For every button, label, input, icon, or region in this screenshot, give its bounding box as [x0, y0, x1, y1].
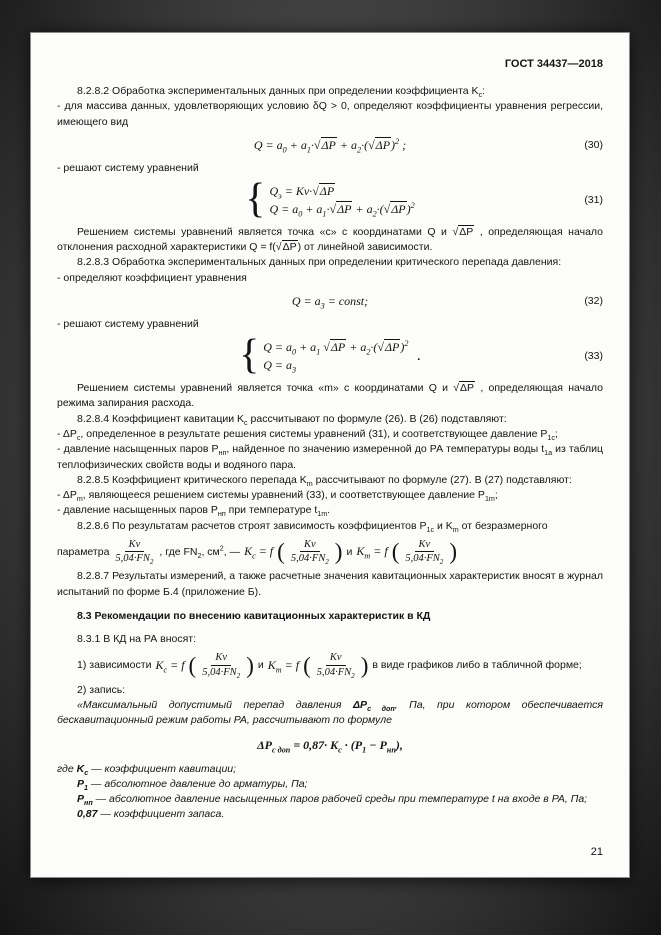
formula-kc: $K_с = f$ [244, 544, 274, 561]
text-graph-or-table: в виде графиков либо в табличной форме; [372, 659, 582, 672]
para-8285-dash2: - давление насыщенных паров $P_{нп}$ при температуре $t_{1m}$. [57, 504, 331, 519]
formula-dp-dop: $\Delta P_{с доп} = 0,87\cdot K_с \cdot (P_1 - P_{нп})$, [257, 737, 403, 754]
definition-pnp: $P_{нп}$ — абсолютное давление насыщенных паров рабочей среды при температуре t на входе в РА, Па; [77, 793, 588, 808]
text-and: и [257, 659, 264, 672]
para-solve-system-2: - решают систему уравнений [57, 318, 199, 331]
fraction-denominator: $5,04\cdot FN_2$ [316, 666, 355, 680]
definition-p1: $P_1$ — абсолютное давление до арматуры, Па; [77, 777, 308, 792]
definition-087: 0,87 — коэффициент запаса. [77, 808, 225, 821]
fraction-kv-fn2 [403, 538, 445, 565]
fraction-denominator: $5,04\cdot FN_2$ [202, 666, 241, 680]
para-831: 8.3.1 В КД на РА вносят: [77, 633, 196, 646]
section-heading-83: 8.3 Рекомендации по внесению кавитационных характеристик в КД [77, 609, 431, 622]
system-lines [263, 340, 408, 373]
para-8283: 8.2.8.3 Обработка экспериментальных данных при определении критического перепада давления: [77, 256, 562, 269]
system-period: . [416, 347, 421, 365]
fraction-kv-fn2 [113, 538, 155, 565]
para-8282: 8.2.8.2 Обработка экспериментальных данных при определении коэффициента $K_с$: [77, 85, 486, 100]
fraction-kv-fn2 [289, 538, 331, 565]
equation-number-33: (33) [584, 350, 603, 363]
equation-30 [57, 136, 603, 154]
fraction-denominator: $5,04\cdot FN_2$ [290, 553, 329, 567]
fraction-denominator: $5,04\cdot FN_2$ [115, 553, 154, 567]
left-brace: { [239, 332, 260, 379]
formula-km: $K_m = f$ [267, 657, 300, 674]
para-solution-m: Решением системы уравнений является точка «m» с координатами Q и √ΔP , определяющая начало режима запирания расхода. [57, 382, 603, 410]
right-paren: ) [449, 539, 458, 565]
equation-system-31 [245, 176, 415, 223]
text-dependencies: 1) зависимости [77, 659, 152, 672]
fraction-numerator: Kv [300, 538, 320, 552]
document-code: ГОСТ 34437—2018 [504, 58, 603, 70]
fraction-numerator: Kv [415, 538, 435, 552]
list-item-2: 2) запись: [77, 683, 126, 696]
system-lines [269, 184, 414, 217]
para-8286-formula-line [57, 538, 603, 565]
para-8285: 8.2.8.5 Коэффициент критического перепада $K_m$ рассчитывают по формуле (27). В (27) подставляют: [77, 473, 572, 488]
formula-kc: $K_с = f$ [155, 657, 185, 674]
right-paren: ) [246, 652, 254, 678]
fraction-numerator: Kv [326, 651, 346, 665]
definition-kc: где $K_с$ — коэффициент кавитации; [57, 762, 237, 777]
right-paren: ) [334, 539, 343, 565]
left-paren: ( [303, 652, 311, 678]
left-paren: ( [391, 539, 400, 565]
page-number: 21 [590, 846, 603, 858]
equation-number-30: (30) [584, 138, 603, 151]
equation-33 [57, 332, 603, 379]
equation-31 [57, 176, 603, 223]
para-8284: 8.2.8.4 Коэффициент кавитации $K_с$ рассчитывают по формуле (26). В (26) подставляют: [77, 412, 507, 427]
text-where-fn2: , где $FN_2$, $см^2$, — [159, 544, 241, 560]
text-and: и [346, 545, 353, 558]
equation-dp-dop [57, 736, 603, 754]
para-8282-dash1: - для массива данных, удовлетворяющих условию δQ > 0, определяют коэффициенты уравнения регрессии, имеющего вид [57, 100, 603, 128]
para-8283-dash1: - определяют коэффициент уравнения [57, 271, 247, 284]
equation-number-31: (31) [584, 194, 603, 207]
formula-32: $Q = a_3$ = const; [291, 294, 369, 311]
fraction-denominator: $5,04\cdot FN_2$ [405, 553, 444, 567]
para-quote: «Максимальный допустимый перепад давления $\Delta P_{с доп}$, Па, при котором обеспечивается бескавитационный режим работы РА, рассчитывают по формуле [57, 699, 603, 727]
para-solution-c: Решением системы уравнений является точка «с» с координатами Q и √ΔP , определяющая начало отклонения расходной характеристики Q = f(√ΔP) от линейной зависимости. [57, 225, 603, 254]
formula-31-line1: $Q_э = Kv\cdot√\Delta P$ [269, 183, 335, 200]
right-paren: ) [360, 652, 369, 678]
para-8285-dash1: - $\Delta P_m$, являющееся решением системы уравнений (33), и соответствующее давление $P_{1m}$; [57, 489, 498, 504]
fraction-kv-fn2 [200, 651, 242, 678]
left-paren: ( [277, 539, 285, 565]
para-8287: 8.2.8.7 Результаты измерений, а также расчетные значения кавитационных характеристик вносят в журнал испытаний по форме Б.4 (приложение Б). [57, 570, 603, 598]
formula-30: $Q = a_0 + a_1\cdot√\Delta P + a_2\cdot(√\Delta P)^2$ ; [253, 136, 407, 155]
formula-33-line1: $Q = a_0 + a_1$ $√\Delta P + a_2\cdot(√\Delta P)^2$ [263, 338, 409, 357]
para-8286: 8.2.8.6 По результатам расчетов строят зависимость коэффициентов $P_{1с}$ и $K_m$ от безразмерного [77, 519, 548, 534]
left-brace: { [245, 176, 266, 223]
fraction-numerator: Kv [125, 538, 145, 552]
left-paren: ( [188, 652, 197, 678]
equation-number-32: (32) [584, 295, 603, 308]
fraction-kv-fn2 [315, 651, 357, 678]
document-page [30, 32, 630, 878]
formula-31-line2: $Q = a_0 + a_1\cdot√\Delta P + a_2\cdot(√\Delta P)^2$ [269, 200, 415, 218]
para-8284-dash2: - давление насыщенных паров $P_{нп}$, найденное по значению измеренной до РА температуры воды $t_{1а}$ из таблиц теплофизических свойств воды и водяного пара. [57, 443, 603, 471]
fraction-numerator: Kv [211, 651, 231, 665]
para-8284-dash1: - $\Delta P_с$, определенное в результате решения системы уравнений (31), и соответствующее давление $P_{1с}$; [57, 427, 558, 443]
text-parametra: параметра [57, 545, 110, 558]
formula-33-line2: $Q = a_3$ [263, 357, 297, 375]
equation-system-33 [239, 332, 421, 379]
list-item-1 [57, 651, 603, 678]
formula-km: $K_m = f$ [356, 544, 388, 561]
para-solve-system-1: - решают систему уравнений [57, 161, 199, 174]
equation-32 [57, 292, 603, 310]
